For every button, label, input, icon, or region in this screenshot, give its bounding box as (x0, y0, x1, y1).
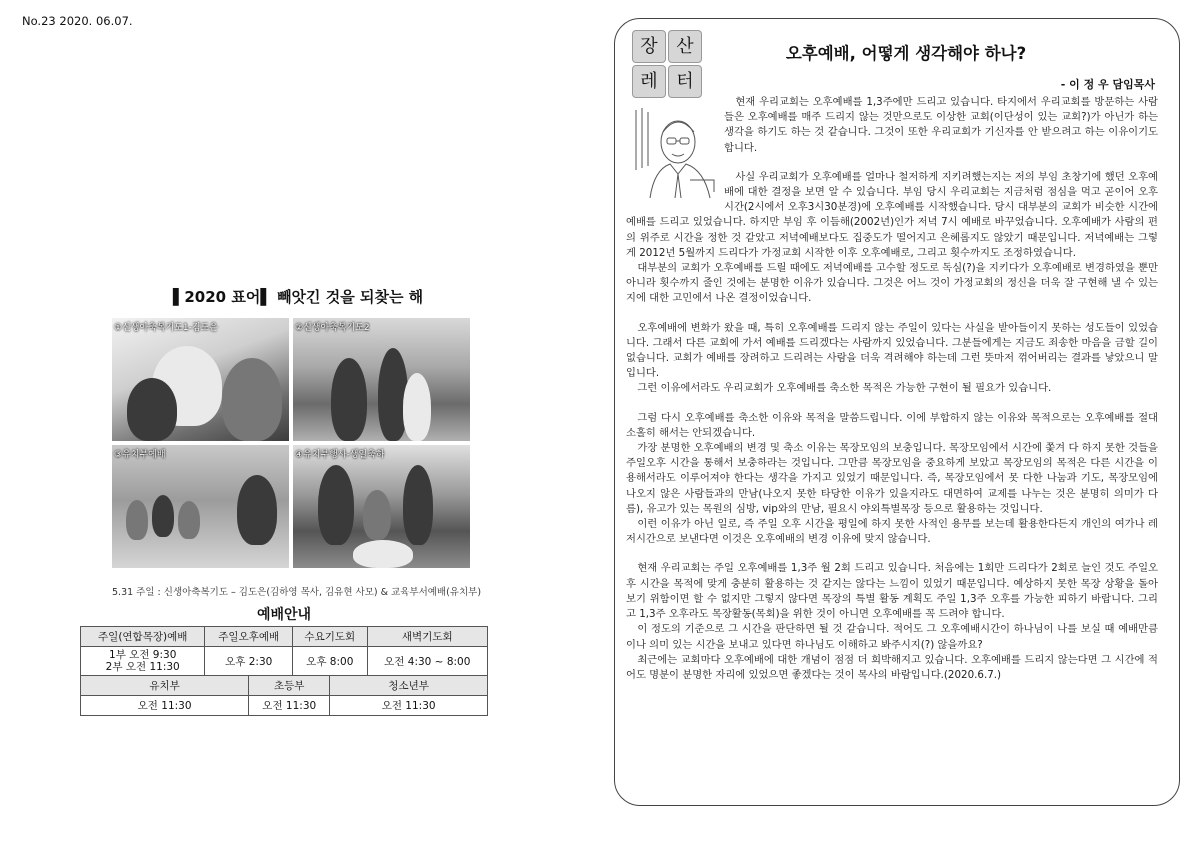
letter-paragraph: 그럼 다시 오후예배를 축소한 이유와 목적을 말씀드립니다. 이에 부합하지 않는 이유와 목적으로는 오후예배를 절대 소홀히 해서는 안되겠습니다. (626, 411, 1158, 439)
sunday-service-time-line: 2부 오전 11:30 (105, 661, 180, 673)
letter-title: 오후예배, 어떻게 생각해야 하나? (785, 44, 1027, 63)
photo-newborn-blessing-2 (293, 318, 470, 441)
letter-paragraph: 이 정도의 기준으로 그 시간을 판단하면 될 것 같습니다. 적어도 그 오후예배시간이 하나님이 나를 보실 때 예배만큼이나 의미 있는 시간을 보내고 있다면 하나님도 이해하고 봐주시지(?) 않을까요? (626, 623, 1158, 651)
service-header: 수요기도회 (293, 627, 368, 647)
department-time: 오전 11:30 (249, 696, 330, 716)
photo-kindergarten-worship (112, 445, 289, 568)
department-header: 초등부 (249, 676, 330, 696)
service-time: 오전 4:30 ~ 8:00 (367, 647, 487, 676)
service-header: 주일(연합목장)예배 (81, 627, 205, 647)
letter-paragraph: 그런 이유에서라도 우리교회가 오후예배를 축소한 목적은 가능한 구현이 될 필요가 있습니다. (637, 382, 1052, 395)
department-time: 오전 11:30 (81, 696, 249, 716)
letter-paragraph: 현재 우리교회는 주일 오후예배를 1,3주 월 2회 드리고 있습니다. 처음에는 1회만 드리다가 2회로 늘인 것도 주일오후 시간을 목적에 맞게 충분히 활용하는 것 같지는 않다는 느낌이 있었기 때문입니다. 예상하지 못한 목장 상황을 돌아보기 위함이면 할 수 없지만 그렇지 않다면 목장의 특별 활동 계획도 주일 1,3주 오후를 가능한 피하기 바랍니다. 그리고 1,3주 오후라도 목장활동(목회)을 위한 것이 아니면 오후예배를 꼭 드려야 합니다. (626, 562, 1158, 621)
worship-guide (80, 604, 488, 716)
letter-paragraph: 최근에는 교회마다 오후예배에 대한 개념이 점점 더 희박해지고 있습니다. 오후예배를 드리지 않는다면 그 시간에 적어도 명분이 분명한 자리에 있었으면 좋겠다는 것이 목사의 바람입니다.(2020.6.7.) (626, 653, 1158, 681)
column-name-tile: 장 (632, 30, 666, 63)
sunday-service-time-line: 1부 오전 9:30 (109, 649, 177, 661)
issue-number: No.23 2020. 06.07. (22, 14, 133, 28)
column-name-tile: 산 (668, 30, 702, 63)
worship-table (80, 626, 488, 716)
service-time (81, 647, 205, 676)
photo-kindergarten-birthday (293, 445, 470, 568)
column-name-tile: 터 (668, 65, 702, 98)
service-time: 오후 2:30 (205, 647, 293, 676)
letter-author: - 이 정 우 담임목사 (1060, 78, 1155, 91)
column-name-tile: 레 (632, 65, 666, 98)
department-header: 유치부 (81, 676, 249, 696)
letter-body (626, 95, 1158, 683)
photo-description: 5.31 주일 : 신생아축복기도 – 김도은(김하영 목사, 김유현 사모) & 교육부서예배(유치부) (112, 587, 482, 598)
photo-caption-3: ③유치부예배 (114, 450, 166, 460)
service-header: 주일오후예배 (205, 627, 293, 647)
photo-caption-4: ④유치부행사-생일축하 (295, 450, 385, 460)
service-header: 새벽기도회 (367, 627, 487, 647)
photo-newborn-blessing-1 (112, 318, 289, 441)
department-header: 청소년부 (330, 676, 488, 696)
photo-grid (112, 318, 470, 568)
letter-paragraph: 오후예배에 변화가 왔을 때, 특히 오후예배를 드리지 않는 주일이 있다는 사실을 받아들이지 못하는 성도들이 있었습니다. 그래서 다른 교회에 가서 예배를 드리겠다는 사람까지 있었습니다. 그분들에게는 지금도 죄송한 마음을 금할 길이 없습니다. 교회가 예배를 장려하고 드리려는 사람을 더욱 격려해야 하는데 그런 뜻마저 꺾어버리는 결과를 낳았으니 말입니다. (626, 321, 1158, 380)
photo-caption-2: ②신생아축복기도2 (295, 323, 370, 333)
letter-paragraph: 대부분의 교회가 오후예배를 드릴 때에도 저녁예배를 고수할 정도로 독심(?)을 지키다가 오후예배로 변경하였을 뿐만 아니라 횟수까지 줄인 것에는 분명한 이유가 있습니다. 그것은 어느 것이 가정교회의 정신을 더욱 잘 구현해 낼 수 있는지에 대한 고민에서 나온 결정이었습니다. (626, 262, 1158, 305)
letter-paragraph: 이런 이유가 아닌 일로, 즉 주일 오후 시간을 평일에 하지 못한 사적인 용무를 보는데 활용한다든지 개인의 여가나 레저시간으로 보낸다면 이것은 오후예배의 변경 이유에 맞지 않습니다. (626, 518, 1158, 546)
letter-paragraph: 현재 우리교회는 오후예배를 1,3주에만 드리고 있습니다. 타지에서 우리교회를 방문하는 사람들은 오후예배를 매주 드리지 않는 것만으로도 이상한 교회(이단성이 있는 교회?)가 아닌가 하는 생각을 하기도 하는 것 같습니다. 그것이 또한 우리교회가 기신자를 안 받으려고 하는 이유이기도 합니다. (724, 96, 1158, 154)
worship-guide-title: 예배안내 (256, 607, 312, 623)
department-time: 오전 11:30 (330, 696, 488, 716)
service-time: 오후 8:00 (293, 647, 368, 676)
column-name-tiles (632, 30, 702, 98)
letter-paragraph: 가장 분명한 오후예배의 변경 및 축소 이유는 목장모임의 보충입니다. 목장모임에서 시간에 쫓겨 다 하지 못한 것들을 주일오후 시간을 통해서 보충하라는 것입니다. 그만큼 목장모임을 중요하게 보았고 목장모임의 목적은 다른 시간을 이용해서라도 이루어져야 한다는 생각을 가지고 있었기 때문입니다. 즉, 목장모임에서 못 다한 나눔과 기도, 목장모임에 나오지 않은 사람들과의 만남(나오지 못한 타당한 이유가 있을지라도 대면하여 교제를 나누는 것은 분명히 의미가 다름), 유고가 있는 목원의 심방, vip와의 만남, 필요시 야외특별목장 등으로 활용하는 것입니다. (626, 442, 1158, 515)
photo-caption-1: ①신생아축복기도1-김도은 (114, 323, 218, 333)
year-motto: ▌2020 표어▌ 빼앗긴 것을 되찾는 해 (172, 288, 424, 306)
letter-paragraph: 사실 우리교회가 오후예배를 얼마나 철저하게 지키려했는지는 저의 부임 초창기에 했던 오후예배에 대한 결정을 보면 알 수 있습니다. 부임 당시 우리교회는 지금처럼 점심을 먹고 곧이어 오후시간(2시에서 오후3시30분경)에 오후예배를 시작했습니다. 당시 대부분의 교회가 비슷한 시간에 예배를 드리고 있었습니다. 하지만 부임 후 이듬해(2002년)인가 저녁 7시 예배로 바꾸었습니다. 오후예배가 사람의 편의 위주로 시간을 정한 것 같았고 저녁예배보다도 집중도가 떨어지고 은혜롭지도 않았기 때문입니다. 저녁예배는 그렇게 2012년 5월까지 드리다가 가정교회 시작한 이후 오후예배로, 그리고 횟수까지도 조정하였습니다. (626, 170, 1158, 259)
